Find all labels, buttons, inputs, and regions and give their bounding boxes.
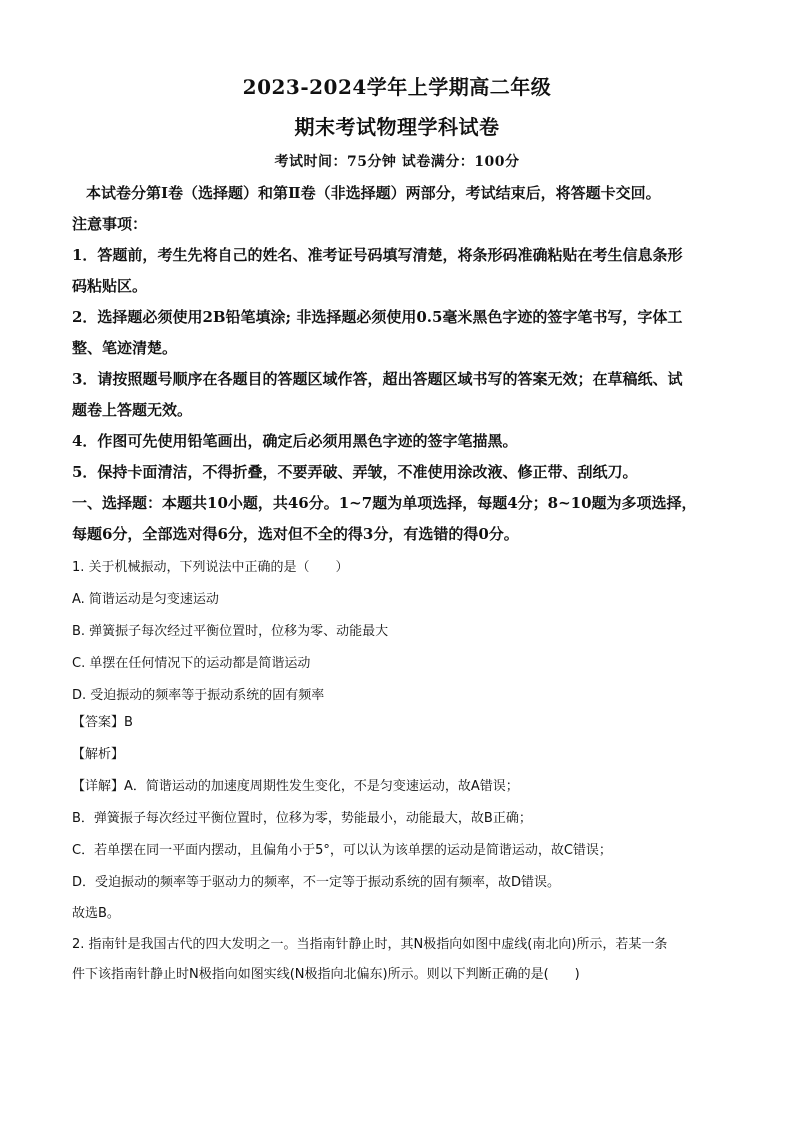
note-line: 2．选择题必须使用2B铅笔填涂; 非选择题必须使用0.5毫米黑色字迹的签字笔书写，字体工 bbox=[72, 308, 683, 326]
page-title: 2023-2024学年上学期高二年级 bbox=[242, 75, 552, 99]
q1-option-c: C. 单摆在任何情况下的运动都是简谐运动 bbox=[72, 656, 311, 671]
q1-option-a: A. 简谐运动是匀变速运动 bbox=[72, 592, 219, 607]
note-line: 1．答题前，考生先将自己的姓名、准考证号码填写清楚，将条形码准确粘贴在考生信息条形 bbox=[72, 246, 683, 264]
q1-answer: 【答案】B bbox=[72, 715, 133, 730]
note-line: 题卷上答题无效。 bbox=[72, 401, 193, 419]
notes-heading: 注意事项： bbox=[72, 215, 148, 233]
note-line: 整、笔迹清楚。 bbox=[72, 339, 178, 357]
q1-analysis-label: 【解析】 bbox=[72, 747, 125, 762]
note-line: 码粘贴区。 bbox=[72, 277, 148, 295]
q1-explanation-line: D．受迫振动的频率等于驱动力的频率，不一定等于振动系统的固有频率，故D错误。 bbox=[72, 875, 561, 890]
intro-text: 本试卷分第Ⅰ卷（选择题）和第Ⅱ卷（非选择题）两部分，考试结束后，将答题卡交回。 bbox=[86, 184, 661, 202]
note-line: 5．保持卡面清洁，不得折叠，不要弄破、弄皱，不准使用涂改液、修正带、刮纸刀。 bbox=[72, 463, 638, 481]
question-1-stem: 1. 关于机械振动，下列说法中正确的是（ ） bbox=[72, 560, 349, 575]
question-2-stem: 2. 指南针是我国古代的四大发明之一。当指南针静止时，其N极指向如图中虚线(南北向)所示，若某一条 bbox=[72, 937, 668, 952]
section-heading-cont: 每题6分，全部选对得6分，选对但不全的得3分，有选错的得0分。 bbox=[72, 525, 519, 543]
q1-explanation-line: B．弹簧振子每次经过平衡位置时，位移为零，势能最小，动能最大，故B正确； bbox=[72, 811, 532, 826]
note-line: 3．请按照题号顺序在各题目的答题区域作答，超出答题区域书写的答案无效；在草稿纸、试 bbox=[72, 370, 683, 388]
section-heading: 一、选择题：本题共10小题，共46分。1~7题为单项选择，每题4分；8~10题为多项选择， bbox=[72, 494, 697, 512]
q1-explanation-line: 【详解】A．简谐运动的加速度周期性发生变化，不是匀变速运动，故A错误； bbox=[72, 779, 519, 794]
exam-info: 考试时间：75分钟 试卷满分：100分 bbox=[274, 154, 520, 170]
q1-option-b: B. 弹簧振子每次经过平衡位置时，位移为零、动能最大 bbox=[72, 624, 389, 639]
q1-explanation-line: C．若单摆在同一平面内摆动，且偏角小于5°，可以认为该单摆的运动是简谐运动，故C错误； bbox=[72, 843, 612, 858]
note-line: 4．作图可先使用铅笔画出，确定后必须用黑色字迹的签字笔描黑。 bbox=[72, 432, 518, 450]
page-subtitle: 期末考试物理学科试卷 bbox=[294, 115, 500, 139]
q1-option-d: D. 受迫振动的频率等于振动系统的固有频率 bbox=[72, 688, 325, 703]
question-2-stem-cont: 件下该指南针静止时N极指向如图实线(N极指向北偏东)所示。则以下判断正确的是( ) bbox=[72, 967, 580, 982]
q1-conclusion: 故选B。 bbox=[72, 906, 120, 921]
